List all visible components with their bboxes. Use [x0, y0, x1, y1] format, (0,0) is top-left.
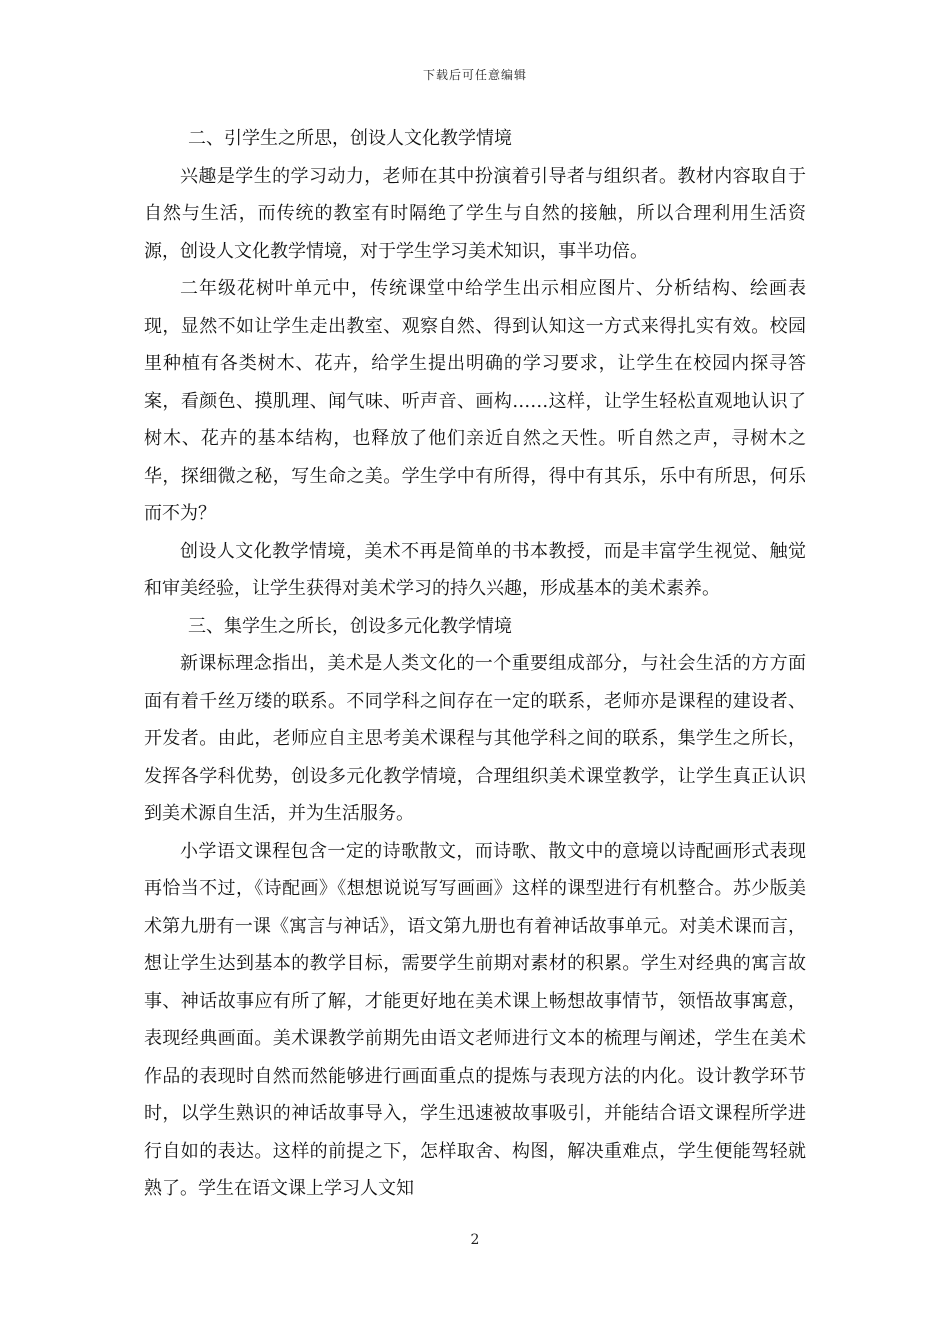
paragraph: 二年级花树叶单元中，传统课堂中给学生出示相应图片、分析结构、绘画表现，显然不如让学生走出教室、观察自然、得到认知这一方式来得扎实有效。校园里种植有各类树木、花卉，给学生提出明确的学习要求，让学生在校园内探寻答案，看颜色、摸肌理、闻气味、听声音、画构……这样，让学生轻松直观地认识了树木、花卉的基本结构，也释放了他们亲近自然之天性。听自然之声，寻树木之华，探细微之秘，写生命之美。学生学中有所得，得中有其乐，乐中有所思，何乐而不为？: [144, 278, 806, 524]
document-body: [144, 120, 806, 1208]
section-heading-2: 二、引学生之所思，创设人文化教学情境: [188, 128, 512, 149]
paragraph: 新课标理念指出，美术是人类文化的一个重要组成部分，与社会生活的方方面面有着千丝万缕的联系。不同学科之间存在一定的联系，老师亦是课程的建设者、开发者。由此，老师应自主思考美术课程与其他学科之间的联系，集学生之所长，发挥各学科优势，创设多元化教学情境，合理组织美术课堂教学，让学生真正认识到美术源自生活，并为生活服务。: [144, 653, 806, 824]
section-heading-3: 三、集学生之所长，创设多元化教学情境: [188, 615, 512, 637]
paragraph: 小学语文课程包含一定的诗歌散文，而诗歌、散文中的意境以诗配画形式表现再恰当不过，《诗配画》《想想说说写写画画》这样的课型进行有机整合。苏少版美术第九册有一课《寓言与神话》，语文第九册也有着神话故事单元。对美术课而言，想让学生达到基本的教学目标，需要学生前期对素材的积累。学生对经典的寓言故事、神话故事应有所了解，才能更好地在美术课上畅想故事情节，领悟故事寓意，表现经典画面。美术课教学前期先由语文老师进行文本的梳理与阐述，学生在美术作品的表现时自然而然能够进行画面重点的提炼与表现方法的内化。设计教学环节时，以学生熟识的神话故事导入，学生迅速被故事吸引，并能结合语文课程所学进行自如的表达。这样的前提之下，怎样取舍、构图，解决重难点，学生便能驾轻就熟了。学生在语文课上学习人文知: [144, 840, 806, 1199]
page-number: 2: [470, 1232, 480, 1248]
paragraph: 创设人文化教学情境，美术不再是简单的书本教授，而是丰富学生视觉、触觉和审美经验，让学生获得对美术学习的持久兴趣，形成基本的美术素养。: [144, 540, 806, 599]
paragraph: 兴趣是学生的学习动力，老师在其中扮演着引导者与组织者。教材内容取自于自然与生活，而传统的教室有时隔绝了学生与自然的接触，所以合理利用生活资源，创设人文化教学情境，对于学生学习美术知识，事半功倍。: [144, 165, 806, 262]
page-header: 下载后可任意编辑: [422, 68, 527, 82]
